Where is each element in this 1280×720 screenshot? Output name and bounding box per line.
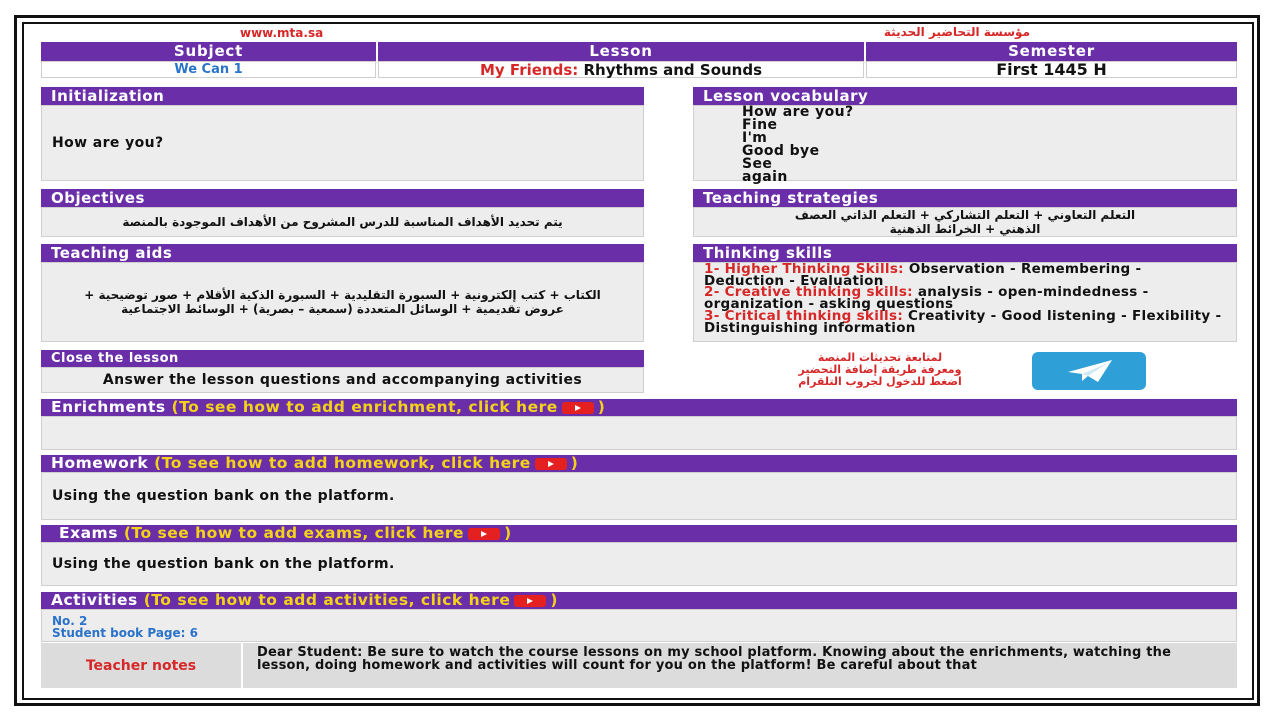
vocabulary-item: See — [742, 156, 773, 172]
thinking-header: Thinking skills — [693, 244, 1237, 262]
strategies-text: التعلم التعاوني + التعلم التشاركي + التعلم الذاتي العصف الذهني + الخرائط الذهنية — [794, 208, 1136, 236]
youtube-icon[interactable] — [562, 402, 594, 414]
thinking-skill-3 — [704, 307, 1226, 336]
vocabulary-box — [693, 104, 1237, 185]
vocabulary-item: Good bye — [742, 143, 820, 159]
telegram-line-2: ومعرفة طريقة إضافة التحضير — [798, 363, 962, 376]
objectives-box — [41, 207, 644, 237]
objectives-text: يتم تحديد الأهداف المناسبة للدرس المشروح من الأهداف الموجودة بالمنصة — [122, 215, 563, 229]
homework-title: Homework — [51, 454, 149, 472]
vocabulary-item: I'm — [742, 130, 768, 146]
thinking-skill-2-text: analysis - open-mindedness - organization - asking questions — [704, 284, 1149, 313]
strategies-box — [693, 207, 1237, 237]
lesson-value-cell — [378, 61, 864, 78]
semester-value: First 1445 H — [866, 61, 1237, 78]
thinking-box — [693, 262, 1237, 342]
activities-link[interactable]: (To see how to add activities, click here — [143, 591, 511, 609]
thinking-skill-2-label: 2- Creative thinking skills: — [704, 284, 913, 301]
website-link[interactable]: www.mta.sa — [240, 26, 324, 40]
teacher-notes-label: Teacher notes — [85, 657, 197, 674]
exams-link[interactable]: (To see how to add exams, click here — [123, 524, 465, 542]
activities-number: No. 2 — [52, 614, 88, 628]
subject-header: Subject — [41, 42, 376, 61]
activities-title: Activities — [51, 591, 138, 609]
telegram-line-1: لمتابعة تحديثات المنصة — [817, 351, 943, 364]
thinking-skill-3-label: 3- Critical thinking skills: — [704, 307, 904, 324]
thinking-skill-1-text: Observation - Remembering - Deduction - Evaluation — [704, 261, 1142, 289]
org-name: مؤسسة التحاضير الحديثة — [883, 25, 1030, 39]
homework-text: Using the question bank on the platform. — [52, 488, 395, 504]
telegram-promo-text[interactable] — [745, 352, 1015, 388]
teacher-notes-box — [243, 643, 1237, 688]
semester-header: Semester — [866, 42, 1237, 61]
exams-link-close: ) — [504, 524, 512, 542]
exams-box — [41, 542, 1237, 586]
enrichments-box — [41, 416, 1237, 450]
homework-header — [41, 455, 1237, 472]
strategies-header: Teaching strategies — [693, 189, 1237, 207]
vocabulary-list — [742, 106, 1236, 184]
enrichments-header — [41, 399, 1237, 416]
exams-header — [41, 525, 1237, 542]
close-header: Close the lesson — [41, 350, 644, 367]
close-box — [41, 367, 644, 393]
vocabulary-header: Lesson vocabulary — [693, 87, 1237, 105]
teacher-notes-text: Dear Student: Be sure to watch the course lessons on my school platform. Knowing about the enrichments, watching the lesson, doing homework and activities will count for you on the platform! Be careful about that — [257, 645, 1172, 673]
enrichments-title: Enrichments — [51, 398, 166, 416]
objectives-header: Objectives — [41, 189, 644, 207]
teacher-notes-label-cell — [41, 643, 241, 688]
lesson-value: Rhythms and Sounds — [578, 60, 763, 79]
aids-box — [41, 262, 644, 342]
initialization-box — [41, 105, 644, 181]
activities-page: Student book Page: 6 — [52, 626, 198, 640]
lesson-header: Lesson — [378, 42, 864, 61]
homework-link[interactable]: (To see how to add homework, click here — [154, 454, 531, 472]
exams-text: Using the question bank on the platform. — [52, 556, 395, 572]
vocabulary-item: Fine — [742, 117, 778, 133]
vocabulary-item: How are you? — [742, 104, 854, 120]
enrichments-link[interactable]: (To see how to add enrichment, click here — [171, 398, 558, 416]
aids-text: الكتاب + كتب إلكترونية + السبورة التقليدية + السبورة الذكية الأقلام + صور توضيحية + عروض تقديمية + الوسائل المتعددة (سمعية – بصرية) + الوسائط الاجتماعية — [84, 288, 601, 316]
initialization-header: Initialization — [41, 87, 644, 105]
activities-header — [41, 592, 1237, 609]
homework-link-close: ) — [570, 454, 579, 472]
activities-link-close: ) — [550, 591, 558, 609]
thinking-skill-3-text: Creativity - Good listening - Flexibility - Distinguishing information — [704, 307, 1222, 336]
telegram-icon[interactable] — [1032, 352, 1146, 390]
exams-title: Exams — [59, 524, 118, 542]
youtube-icon[interactable] — [468, 528, 500, 540]
enrichments-link-close: ) — [597, 398, 606, 416]
aids-header: Teaching aids — [41, 244, 644, 262]
lesson-prefix: My Friends: — [479, 60, 579, 79]
thinking-skill-1-label: 1- Higher Thinking Skills: — [704, 261, 904, 277]
homework-box — [41, 472, 1237, 520]
youtube-icon[interactable] — [535, 458, 567, 470]
close-text: Answer the lesson questions and accompanying activities — [102, 372, 583, 388]
youtube-icon[interactable] — [514, 595, 546, 607]
vocabulary-item: again — [742, 169, 788, 185]
initialization-text: How are you? — [52, 135, 164, 151]
subject-value: We Can 1 — [41, 61, 376, 78]
telegram-line-3: اضغط للدخول لجروب التلقرام — [798, 375, 962, 388]
activities-box — [41, 609, 1237, 642]
